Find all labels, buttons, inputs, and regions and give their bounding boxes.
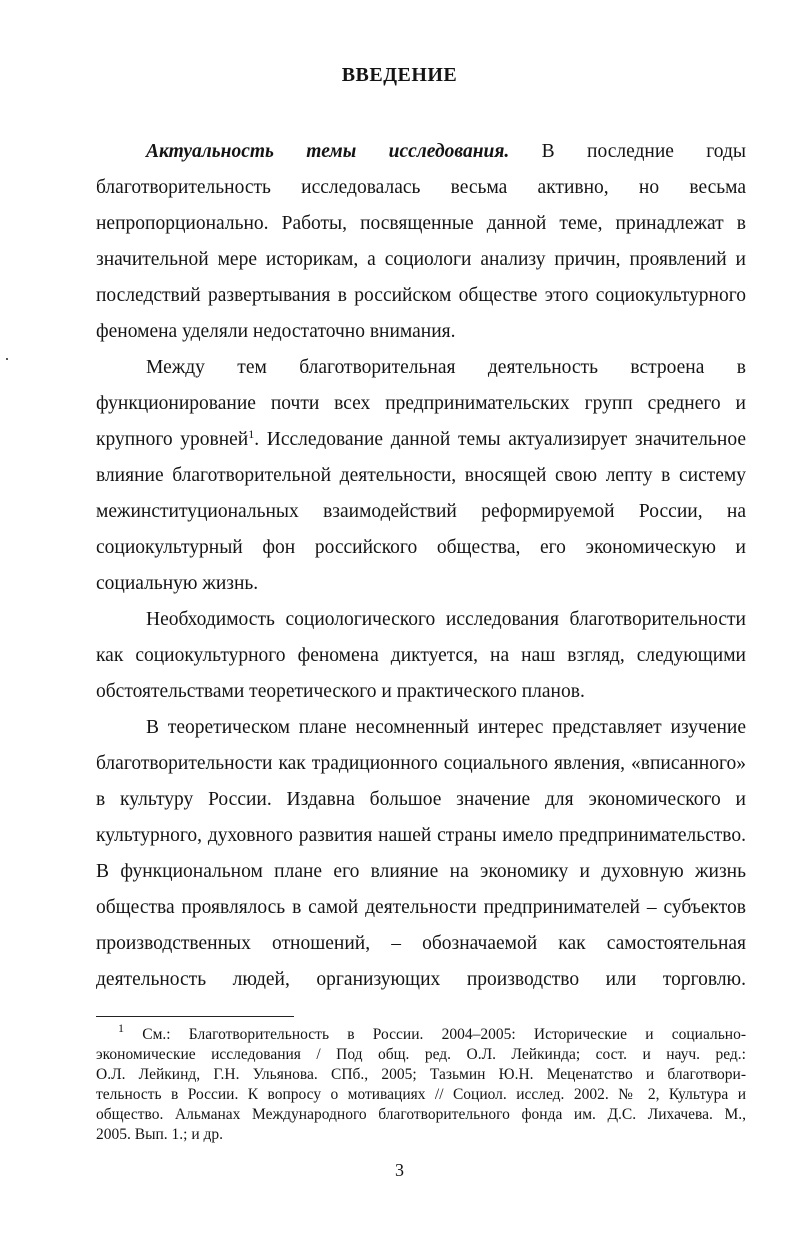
- footnote-reference: 1: [248, 427, 255, 441]
- body-line-text: В последние годы: [509, 141, 747, 162]
- body-line: Необходимость социологического исследования благотворительности: [146, 609, 746, 630]
- body-line: В теоретическом плане несомненный интерес представляет изучение: [146, 717, 746, 738]
- body-line: значительной мере историкам, а социологи анализу причин, проявлений и: [96, 249, 746, 270]
- footnote-marker: 1: [118, 1021, 124, 1035]
- body-line: в культуру России. Издавна большое значение для экономического и: [96, 789, 746, 810]
- footnote-line: общество. Альманах Международного благотворительного фонда им. Д.С. Лихачева. М.,: [96, 1106, 746, 1123]
- page-number: 3: [395, 1160, 404, 1180]
- body-line: непропорционально. Работы, посвященные данной теме, принадлежат в: [96, 213, 746, 234]
- section-lead-phrase: Актуальность темы исследования.: [146, 141, 510, 162]
- body-line: [96, 428, 746, 452]
- footnote-line: [118, 1021, 747, 1045]
- body-line-text: крупного уровней: [96, 429, 249, 450]
- footnote-line: О.Л. Лейкинд, Г.Н. Ульянова. СПб., 2005; Тазьмин Ю.Н. Меценатство и благотвори-: [96, 1066, 746, 1083]
- footnote-divider: [96, 1016, 294, 1017]
- body-line: социальную жизнь.: [96, 573, 259, 594]
- body-line: Между тем благотворительная деятельность встроена в: [146, 357, 746, 378]
- body-line: последствий развертывания в российском обществе этого социокультурного: [96, 285, 746, 306]
- body-line: деятельность людей, организующих производство или торговлю.: [96, 969, 746, 990]
- body-line: общества проявлялось в самой деятельности предпринимателей – субъектов: [96, 897, 746, 918]
- scan-speck: [6, 358, 8, 360]
- body-line: благотворительности как традиционного социального явления, «вписанного»: [96, 753, 746, 774]
- body-line: культурного, духовного развития нашей страны имело предпринимательство.: [96, 825, 746, 846]
- body-line: влияние благотворительной деятельности, вносящей свою лепту в систему: [96, 465, 746, 486]
- footnote-line: 2005. Вып. 1.; и др.: [96, 1126, 224, 1143]
- body-line: функционирование почти всех предпринимательских групп среднего и: [96, 393, 746, 414]
- footnote-line: экономические исследования / Под общ. ред. О.Л. Лейкинда; сост. и науч. ред.:: [96, 1046, 746, 1063]
- body-line: межинституциональных взаимодействий реформируемой России, на: [96, 501, 746, 522]
- body-line: обстоятельствами теоретического и практического планов.: [96, 681, 585, 702]
- body-line: социокультурный фон российского общества, его экономическую и: [96, 537, 746, 558]
- footnote-line: тельность в России. К вопросу о мотивациях // Социол. исслед. 2002. № 2, Культура и: [96, 1086, 746, 1103]
- body-line: как социокультурного феномена диктуется, на наш взгляд, следующими: [96, 645, 746, 666]
- footnote-text: См.: Благотворительность в России. 2004–2005: Исторические и социально-: [142, 1026, 747, 1043]
- page-title: ВВЕДЕНИЕ: [341, 64, 458, 86]
- body-line: благотворительность исследовалась весьма активно, но весьма: [96, 177, 746, 198]
- body-line: [146, 140, 746, 164]
- body-line: феномена уделяли недостаточно внимания.: [96, 321, 456, 342]
- body-line: В функциональном плане его влияние на экономику и духовную жизнь: [96, 861, 746, 882]
- body-line: производственных отношений, – обозначаемой как самостоятельная: [96, 933, 746, 954]
- body-line-text: . Исследование данной темы актуализирует значительное: [254, 429, 746, 450]
